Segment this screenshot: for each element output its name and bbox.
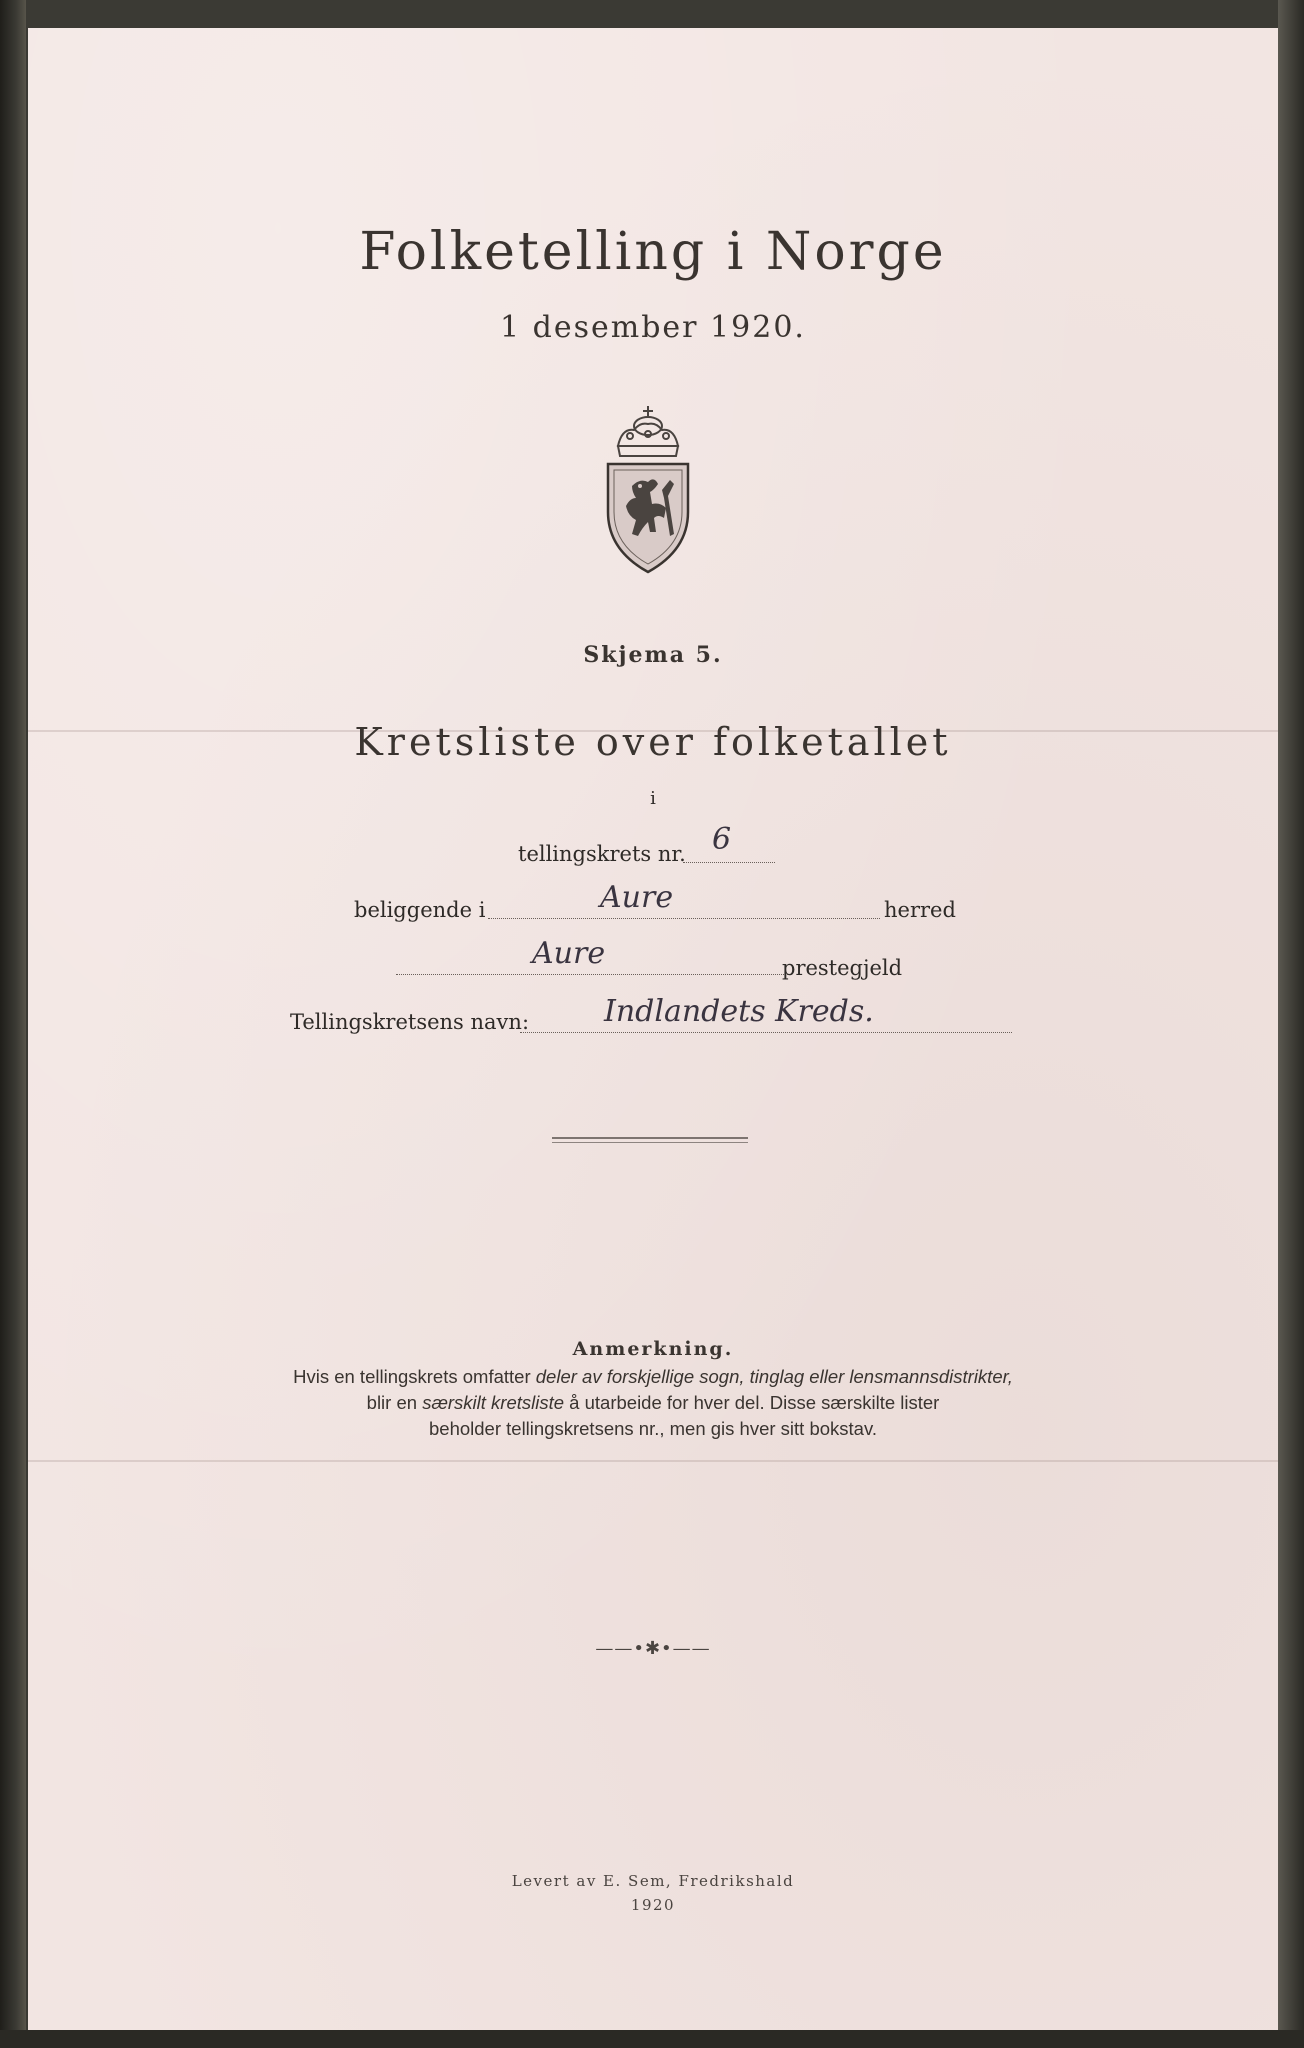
navn-line [520, 1032, 1012, 1033]
page-fold [28, 1460, 1278, 1462]
tellingskrets-value: 6 [712, 822, 732, 857]
note-line-1 [28, 1366, 1278, 1388]
note-line-2 [28, 1392, 1278, 1414]
note-emphasis: særskilt kretsliste [422, 1392, 565, 1413]
page-edge-bottom [0, 2030, 1304, 2048]
document-date: 1 desember 1920. [500, 310, 806, 345]
note-line-3: beholder tellingskretsens nr., men gis hver sitt bokstav. [429, 1418, 877, 1439]
note-text: blir en [366, 1392, 423, 1413]
printer-line: Levert av E. Sem, Fredrikshald [511, 1872, 795, 1890]
tellingskrets-label: tellingskrets nr. [518, 842, 686, 866]
tellingskrets-line [683, 862, 775, 863]
prestegjeld-label: prestegjeld [782, 956, 903, 980]
divider-rule [552, 1142, 748, 1143]
book-binding [0, 0, 26, 2048]
norwegian-lion-coat-of-arms-icon [596, 400, 700, 580]
printer-year: 1920 [630, 1896, 676, 1914]
page-edge-right [1278, 0, 1304, 2048]
herred-label: herred [884, 898, 956, 922]
navn-label: Tellingskretsens navn: [290, 1010, 530, 1034]
note-text: å utarbeide for hver del. Disse særskilte lister [564, 1392, 940, 1413]
connector-word: i [650, 788, 656, 809]
note-emphasis: deler av forskjellige sogn, tinglag eller lensmannsdistrikter, [535, 1366, 1013, 1387]
form-heading: Kretsliste over folketallet [354, 720, 952, 764]
document-title: Folketelling i Norge [359, 222, 947, 282]
beliggende-label: beliggende i [354, 898, 486, 922]
beliggende-line [488, 918, 880, 919]
beliggende-value: Aure [600, 880, 674, 915]
schema-number: Skjema 5. [583, 642, 723, 668]
divider-rule [552, 1137, 748, 1139]
ornament-divider: ——•✱•—— [595, 1638, 711, 1659]
prestegjeld-value: Aure [532, 936, 606, 971]
note-text: Hvis en tellingskrets omfatter [293, 1366, 536, 1387]
navn-value: Indlandets Kreds. [604, 994, 874, 1029]
note-heading: Anmerkning. [572, 1338, 734, 1360]
prestegjeld-line [396, 974, 788, 975]
